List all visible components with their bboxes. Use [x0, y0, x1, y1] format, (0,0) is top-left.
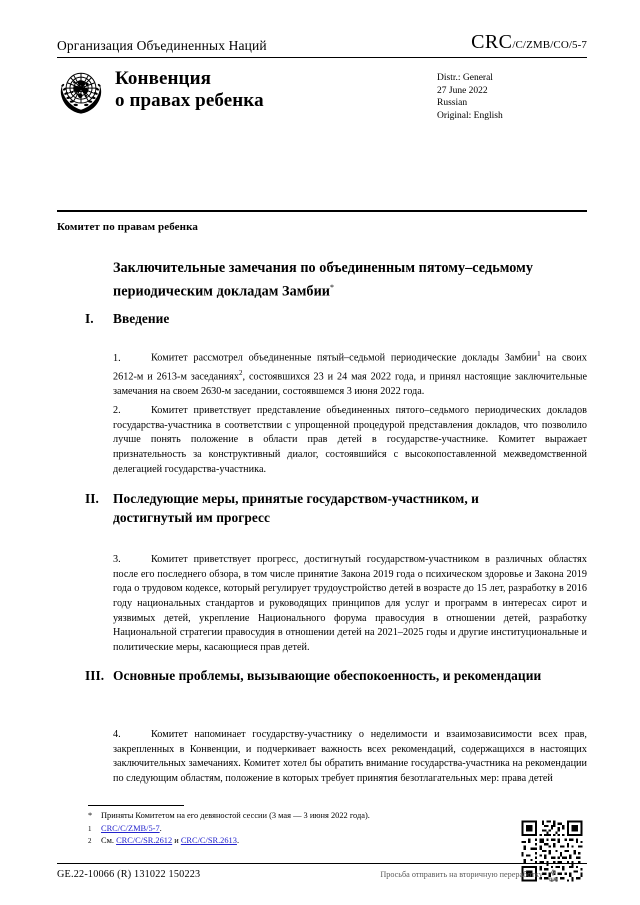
footnote-separator [88, 805, 184, 806]
committee-name: Комитет по правам ребенка [57, 221, 198, 233]
paragraph-1-text-b: на своих 2612-м и 2613-м заседаниях [113, 352, 587, 383]
paragraph-3-number: 3. [113, 554, 121, 566]
masthead [57, 31, 587, 122]
paragraph-1-number: 1. [113, 352, 121, 364]
un-emblem-icon [57, 68, 105, 116]
section-2-title: Последующие меры, принятые государством-участником, и достигнутый им прогресс [113, 491, 479, 525]
distribution-original: Original: English [437, 110, 503, 121]
paragraph-1-text-a: Комитет рассмотрел объединенные пятый–седьмой периодические доклады Замбии [151, 352, 538, 364]
masthead-divider [57, 57, 587, 58]
page-title-footnote-marker: * [330, 282, 335, 292]
paragraph-4 [113, 728, 587, 786]
page-title-text: Заключительные замечания по объединенным пятому–седьмому периодическим докладам Замбии [113, 259, 533, 300]
footnote-2-text [101, 835, 518, 848]
document-symbol-main: CRC [471, 31, 513, 53]
footnote-2-conjunction: и [172, 836, 181, 846]
section-heading-1 [85, 309, 559, 328]
masthead-body-row [57, 66, 587, 122]
footnote-1-marker: 1 [88, 824, 92, 833]
distribution-type: Distr.: General [437, 73, 493, 83]
paragraph-2-number: 2. [113, 405, 121, 417]
footnote-list [88, 810, 518, 848]
page-title [113, 258, 587, 302]
footnote-2-suffix: . [236, 836, 240, 846]
footnote-1-link[interactable]: CRC/C/ZMB/5-7 [101, 823, 160, 833]
paragraph-4-number: 4. [113, 729, 121, 741]
section-2-numeral: II. [85, 491, 99, 506]
document-symbol-sub: /C/ZMB/CO/5-7 [512, 39, 587, 51]
footnote-2-link-1[interactable]: CRC/C/SR.2612 [116, 836, 173, 846]
organization-name: Организация Объединенных Наций [57, 38, 267, 53]
page-footer [57, 868, 587, 882]
emblem-and-convention-title [57, 66, 264, 116]
footnote-star-marker: * [88, 811, 93, 820]
footnote-star [88, 810, 518, 823]
paragraph-1 [113, 347, 587, 400]
distribution-block [437, 66, 587, 122]
masthead-top-row [57, 31, 587, 56]
footnote-1-text [101, 823, 518, 836]
paragraph-2 [113, 404, 587, 477]
section-heading-3 [85, 666, 559, 685]
paragraph-4-text: Комитет напоминает государству-участнику о неделимости и взаимозависимости всех прав, закрепленных в Конвенции, и подчеркивает важность всех рекомендаций, содержащихся в настоящих заключительных замечаниях. Комитет хотел бы обратить внимание государства-участника на рекомендации по следующим областям, положение в которых требует принятия безотлагательных мер: права детей [113, 729, 587, 784]
convention-title-line2: о правах ребенка [115, 90, 264, 111]
section-1-numeral: I. [85, 311, 94, 326]
footnote-1-suffix: . [159, 823, 162, 833]
section-3-numeral: III. [85, 668, 105, 683]
convention-title [115, 66, 264, 112]
footnote-2 [88, 835, 518, 848]
paragraph-1-text-c: , состоявшихся 23 и 24 мая 2022 года, и принял настоящие заключительные замечания на своем 2630-м заседании, состоявшемся 3 июня 2022 года. [113, 371, 587, 398]
footnote-2-link-2[interactable]: CRC/C/SR.2613 [180, 836, 237, 846]
paragraph-3-text: Комитет приветствует прогресс, достигнутый государством-участником в различных областях после его последнего обзора, в том числе принятие Закона 2019 года о психическом здоровье и Закона 2019 года о трудовом кодексе, который регулирует трудоустройство детей в возрасте до 15 лет, разработку в 2016 году национальных стандартов и руководящих принципов для услуг и программ в интересах сирот и уязвимых детей, укрепление Национального форума правосудия в отношении детей, разработку Национальной стратегии правосудия в отношении детей на 2021–2025 годы и другие институциональные и политические меры, касающиеся прав детей. [113, 554, 587, 653]
distribution-date: 27 June 2022 [437, 85, 488, 96]
footer-rule [57, 863, 587, 864]
convention-title-line1: Конвенция [115, 68, 211, 89]
paragraph-1-footnote-ref-1: 1 [537, 350, 541, 359]
footnote-2-marker: 2 [88, 837, 92, 846]
paragraph-3 [113, 553, 587, 655]
recycle-note-text: Просьба отправить на вторичную переработку [380, 870, 543, 879]
section-3-title: Основные проблемы, вызывающие обеспокоенность, и рекомендации [113, 668, 542, 683]
masthead-bottom-rule [57, 210, 587, 212]
job-number: GE.22-10066 (R) 131022 150223 [57, 869, 201, 880]
footnote-2-prefix: См. [101, 836, 117, 846]
recycle-icon [546, 868, 560, 882]
section-1-title: Введение [113, 311, 170, 326]
footnote-star-text: Приняты Комитетом на его девяностой сессии (3 мая — 3 июня 2022 года). [101, 811, 370, 820]
distribution-language: Russian [437, 98, 468, 108]
section-heading-2 [85, 489, 559, 527]
recycle-note [380, 868, 559, 882]
paragraph-1-footnote-ref-2: 2 [238, 369, 243, 378]
document-symbol [471, 31, 587, 54]
paragraph-2-text: Комитет приветствует представление объединенных пятого–седьмого периодических докладов государства-участника в соответствии с упрощенной процедурой представления докладов, что позволило лучше понять положение в области прав детей в государстве-участнике. Комитет выражает признательность за конструктивный диалог, состоявшийся с высокопоставленной межведомственной делегацией государства-участника. [113, 405, 587, 475]
footnote-1 [88, 823, 518, 836]
